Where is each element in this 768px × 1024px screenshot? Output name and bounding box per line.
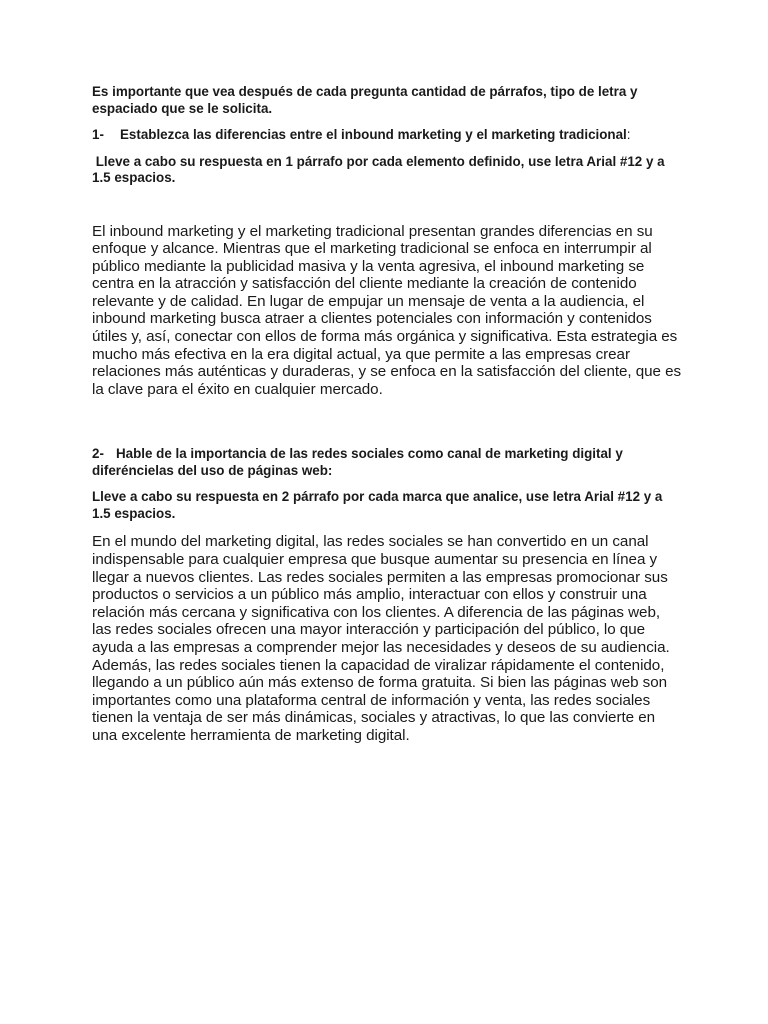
document-page <box>92 84 682 745</box>
question-2-number: 2- <box>92 446 104 462</box>
question-1-heading <box>92 127 682 144</box>
question-2-answer: En el mundo del marketing digital, las redes sociales se han convertido en un canal indispensable para cualquier empresa que busque aumentar su presencia en línea y llegar a nuevos clientes. Las redes sociales permiten a las empresas promocionar sus productos o servicios a un público más amplio, interactuar con ellos y construir una relación más cercana y significativa con los clientes. A diferencia de las páginas web, las redes sociales ofrecen una mayor interacción y participación del público, lo que ayuda a las empresas a comprender mejor las necesidades y deseos de su audiencia. Además, las redes sociales tienen la capacidad de viralizar rápidamente el contenido, llegando a un público aún más extenso de forma gratuita. Si bien las páginas web son importantes como una plataforma central de información y venta, las redes sociales tienen la ventaja de ser más dinámicas, sociales y atractivas, lo que las convierte en una excelente herramienta de marketing digital. <box>92 533 670 744</box>
intro-instruction: Es importante que vea después de cada pregunta cantidad de párrafos, tipo de letra y espaciado que se le solicita. <box>92 84 638 116</box>
question-1-title: Establezca las diferencias entre el inbound marketing y el marketing tradicional <box>120 127 627 142</box>
question-2-heading <box>92 446 682 479</box>
question-2-instruction: Lleve a cabo su respuesta en 2 párrafo por cada marca que analice, use letra Arial #12 y a 1.5 espacios. <box>92 489 663 521</box>
question-1-title-colon: : <box>626 127 631 142</box>
question-1-number: 1- <box>92 127 104 142</box>
question-1-answer: El inbound marketing y el marketing tradicional presentan grandes diferencias en su enfoque y alcance. Mientras que el marketing tradicional se enfoca en interrumpir al público mediante la publicidad masiva y la venta agresiva, el inbound marketing se centra en la atracción y satisfacción del cliente mediante la creación de contenido relevante y de calidad. En lugar de empujar un mensaje de venta a la audiencia, el inbound marketing busca atraer a clientes potenciales con información y contenidos útiles y, así, conectar con ellos de forma más orgánica y significativa. Esta estrategia es mucho más efectiva en la era digital actual, ya que permite a las empresas crear relaciones más auténticas y duraderas, y se enfoca en la satisfacción del cliente, que es la clave para el éxito en cualquier mercado. <box>92 222 682 398</box>
question-1-instruction: Lleve a cabo su respuesta en 1 párrafo por cada elemento definido, use letra Arial #12 y a 1.5 espacios. <box>92 153 669 185</box>
question-2-title: Hable de la importancia de las redes sociales como canal de marketing digital y diferéncielas del uso de páginas web: <box>92 446 623 478</box>
